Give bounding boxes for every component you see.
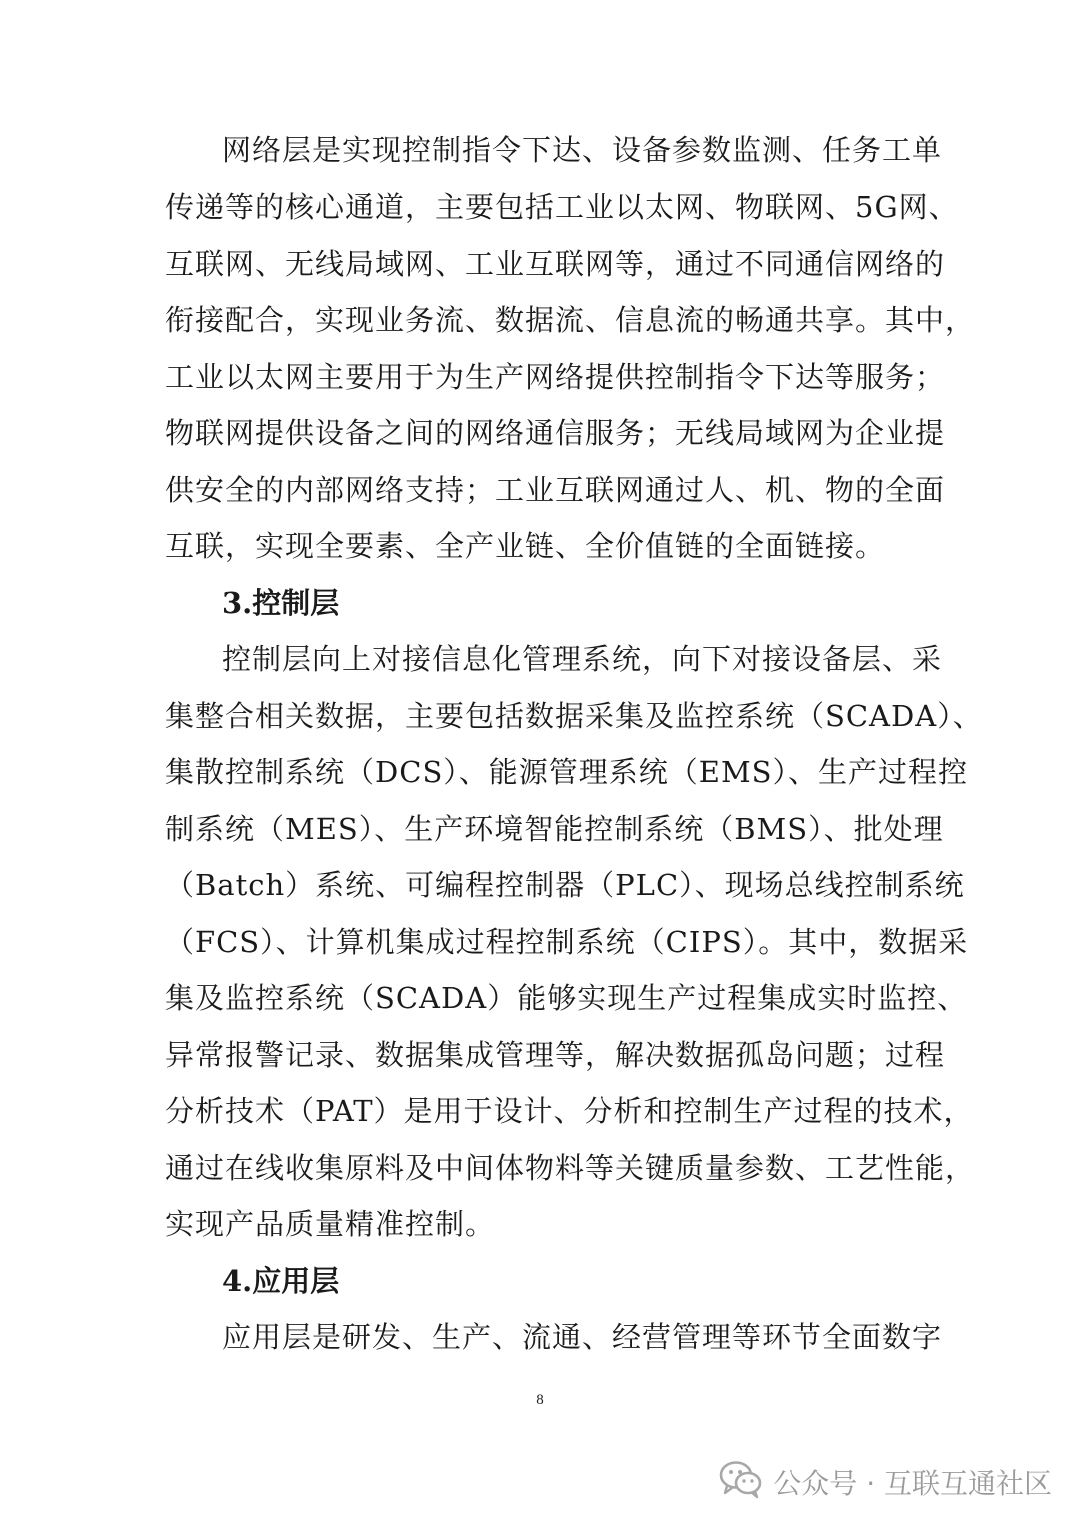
section-heading: 4.应用层 [222, 1264, 340, 1298]
paragraph-line: 互联网、无线局域网、工业互联网等，通过不同通信网络的 [165, 247, 946, 281]
paragraph-line: 异常报警记录、数据集成管理等，解决数据孤岛问题；过程 [165, 1038, 946, 1072]
paragraph-line: 集整合相关数据，主要包括数据采集及监控系统（SCADA）、 [165, 699, 983, 733]
wechat-icon [719, 1459, 763, 1506]
watermark-text: 公众号 · 互联互通社区 [773, 1467, 1052, 1500]
paragraph-line: （FCS）、计算机集成过程控制系统（CIPS）。其中，数据采 [165, 925, 969, 959]
paragraph-line: 集及监控系统（SCADA）能够实现生产过程集成实时监控、 [165, 981, 968, 1015]
paragraph-line: 互联，实现全要素、全产业链、全价值链的全面链接。 [165, 529, 886, 563]
paragraph-line: 分析技术（PAT）是用于设计、分析和控制生产过程的技术， [165, 1094, 974, 1128]
paragraph-line: 制系统（MES）、生产环境智能控制系统（BMS）、批处理 [165, 812, 944, 846]
paragraph-line: 工业以太网主要用于为生产网络提供控制指令下达等服务； [165, 360, 946, 394]
section-heading: 3.控制层 [222, 586, 340, 620]
paragraph-line: 衔接配合，实现业务流、数据流、信息流的畅通共享。其中， [165, 303, 976, 337]
paragraph-line: 物联网提供设备之间的网络通信服务；无线局域网为企业提 [165, 416, 946, 450]
paragraph-line: 应用层是研发、生产、流通、经营管理等环节全面数字 [222, 1320, 943, 1354]
paragraph-line: （Batch）系统、可编程控制器（PLC）、现场总线控制系统 [165, 868, 965, 902]
paragraph-line: 通过在线收集原料及中间体物料等关键质量参数、工艺性能， [165, 1151, 976, 1185]
paragraph-line: 实现产品质量精准控制。 [165, 1207, 496, 1241]
page-number: 8 [536, 1392, 544, 1408]
watermark [719, 1457, 1052, 1507]
paragraph-line: 集散控制系统（DCS）、能源管理系统（EMS）、生产过程控 [165, 755, 969, 789]
paragraph-line: 控制层向上对接信息化管理系统，向下对接设备层、采 [222, 642, 943, 676]
paragraph-line: 供安全的内部网络支持；工业互联网通过人、机、物的全面 [165, 473, 946, 507]
paragraph-line: 传递等的核心通道，主要包括工业以太网、物联网、5G网、 [165, 190, 959, 224]
paragraph-line: 网络层是实现控制指令下达、设备参数监测、任务工单 [222, 133, 943, 167]
